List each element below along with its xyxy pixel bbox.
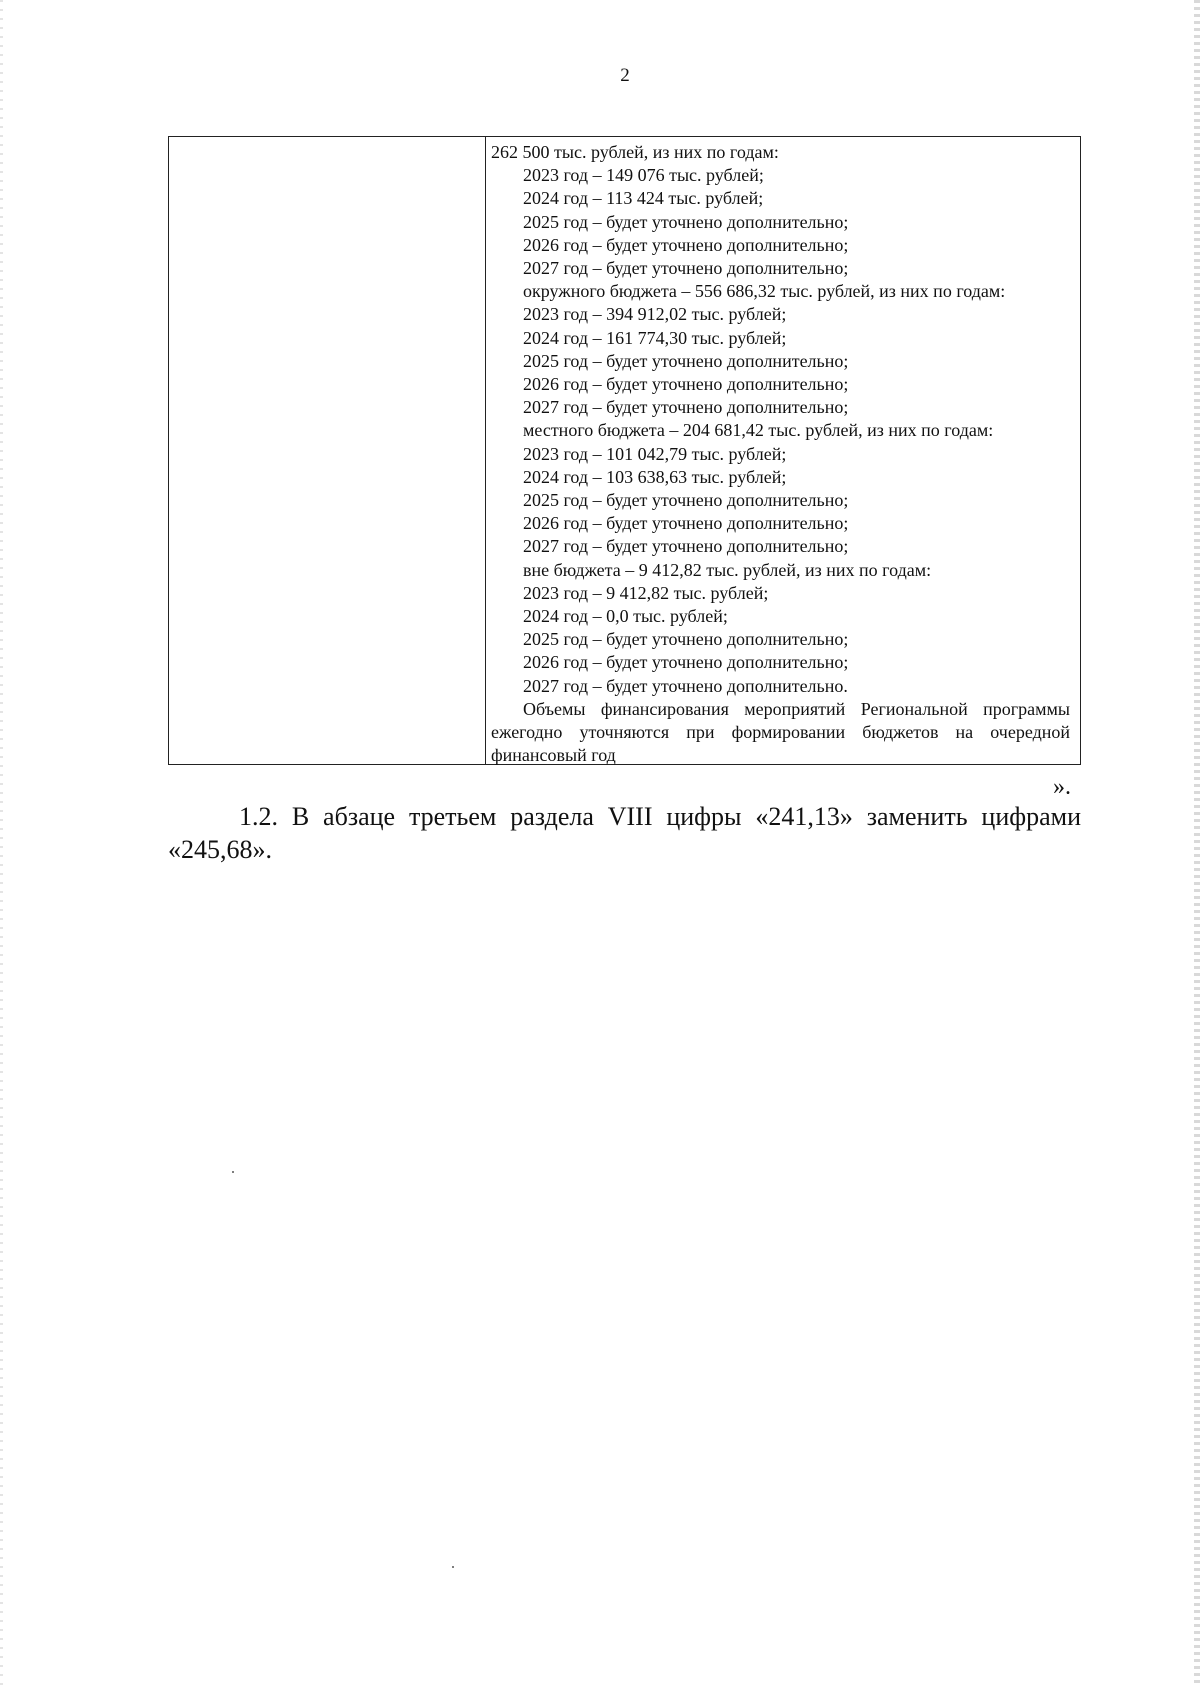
financing-line: местного бюджета – 204 681,42 тыс. рублей, из них по годам: [523, 420, 994, 441]
financing-line: 2025 год – будет уточнено дополнительно; [523, 350, 849, 371]
table-left-cell [169, 137, 486, 764]
financing-line: 2025 год – будет уточнено дополнительно; [523, 629, 849, 650]
scan-speck [452, 1566, 454, 1568]
financing-line: 2023 год – 101 042,79 тыс. рублей; [523, 443, 787, 464]
amendment-paragraph: 1.2. В абзаце третьем раздела VIII цифры «241,13» заменить цифрами «245,68». [168, 802, 1081, 864]
page-number: 2 [620, 65, 630, 86]
financing-line: 2024 год – 103 638,63 тыс. рублей; [523, 466, 787, 487]
financing-line: 2026 год – будет уточнено дополнительно; [523, 374, 849, 395]
table-right-cell [486, 137, 1080, 764]
financing-line: 2025 год – будет уточнено дополнительно; [523, 490, 849, 511]
financing-line: 2023 год – 149 076 тыс. рублей; [523, 165, 764, 186]
financing-line: 2027 год – будет уточнено дополнительно. [523, 675, 848, 696]
scan-edge-left [0, 0, 3, 1686]
financing-line: 262 500 тыс. рублей, из них по годам: [491, 142, 779, 162]
financing-line: 2024 год – 0,0 тыс. рублей; [523, 606, 728, 627]
scan-speck [232, 1171, 234, 1173]
closing-quote: ». [1053, 774, 1071, 800]
financing-line: вне бюджета – 9 412,82 тыс. рублей, из них по годам: [523, 559, 932, 580]
financing-line: 2025 год – будет уточнено дополнительно; [523, 211, 849, 232]
financing-line: 2027 год – будет уточнено дополнительно; [523, 536, 849, 557]
financing-table [168, 136, 1081, 765]
financing-line: 2023 год – 394 912,02 тыс. рублей; [523, 304, 787, 325]
financing-line: 2024 год – 113 424 тыс. рублей; [523, 188, 764, 209]
financing-line: 2023 год – 9 412,82 тыс. рублей; [523, 582, 769, 603]
financing-line: 2027 год – будет уточнено дополнительно; [523, 397, 849, 418]
financing-line: 2026 год – будет уточнено дополнительно; [523, 513, 849, 534]
financing-line: 2026 год – будет уточнено дополнительно; [523, 234, 849, 255]
financing-line: 2027 год – будет уточнено дополнительно; [523, 258, 849, 279]
financing-line: окружного бюджета – 556 686,32 тыс. рублей, из них по годам: [523, 281, 1006, 302]
financing-line: 2026 год – будет уточнено дополнительно; [523, 652, 849, 673]
financing-line: 2024 год – 161 774,30 тыс. рублей; [523, 327, 787, 348]
closing-paragraph: Объемы финансирования мероприятий Региональной программы ежегодно уточняются при формировании бюджетов на очередной финансовый год [491, 698, 1070, 766]
financing-lines [491, 141, 1070, 698]
scan-edge-right [1194, 0, 1200, 1686]
